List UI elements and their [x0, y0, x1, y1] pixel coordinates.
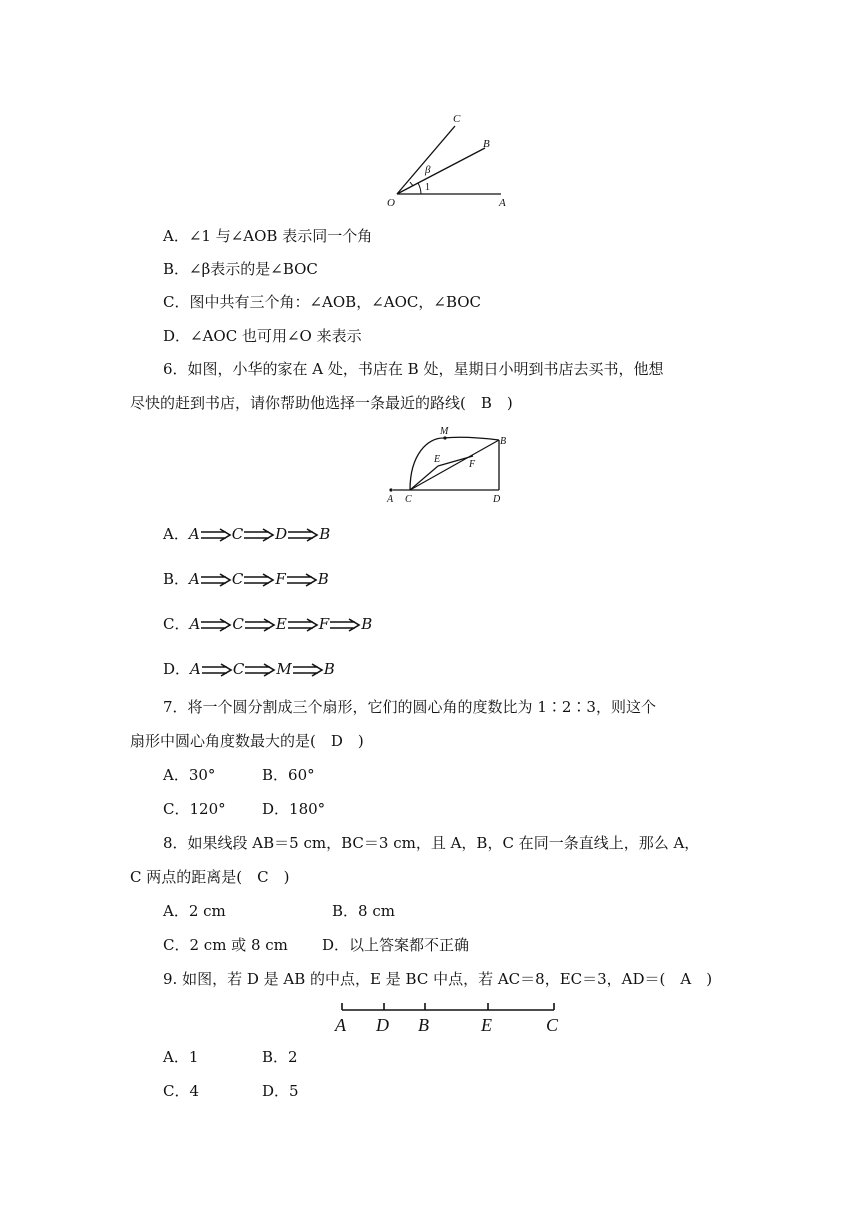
- q5-option-a: A．∠1 与∠AOB 表示同一个角: [163, 227, 373, 245]
- route-label-c: C: [405, 494, 412, 504]
- q5-option-c: C．图中共有三个角：∠AOB，∠AOC，∠BOC: [163, 293, 482, 311]
- angle-label-1: 1: [425, 182, 430, 193]
- q9-option-b: B．2: [262, 1048, 298, 1066]
- q6-option-b-point: F: [275, 570, 286, 588]
- double-arrow-icon: [243, 572, 275, 588]
- q8-option-d: D．以上答案都不正确: [322, 936, 470, 954]
- q6-option-b-point: C: [231, 570, 244, 588]
- q6-option-a: [163, 524, 330, 544]
- q9-option-d: D．5: [262, 1082, 299, 1100]
- q6-option-a-point: B: [319, 525, 331, 543]
- angle-figure: [385, 110, 515, 210]
- q9-text-line1: 9. 如图，若 D 是 AB 的中点，E 是 BC 中点，若 AC＝8，EC＝3，AD＝( A ): [163, 970, 713, 988]
- q8-option-c: C．2 cm 或 8 cm: [163, 936, 288, 954]
- route-label-d: D: [493, 494, 501, 504]
- double-arrow-icon: [286, 572, 318, 588]
- double-arrow-icon: [244, 662, 276, 678]
- q6-option-d-prefix: D．: [163, 660, 191, 678]
- angle-label-o: O: [387, 197, 395, 209]
- q6-option-d-point: A: [190, 660, 201, 678]
- route-figure: [383, 424, 513, 504]
- q7-text-line1: 7．将一个圆分割成三个扇形，它们的圆心角的度数比为 1∶2∶3，则这个: [163, 698, 656, 716]
- double-arrow-icon: [200, 572, 232, 588]
- segment-figure: [330, 998, 570, 1038]
- q8-text-line1: 8．如果线段 AB＝5 cm，BC＝3 cm，且 A，B，C 在同一条直线上，那么 A，: [163, 834, 700, 852]
- segment-label-b: B: [418, 1015, 429, 1035]
- q6-option-c-prefix: C．: [163, 615, 190, 633]
- q7-text-line2: 扇形中圆心角度数最大的是( D ): [130, 732, 364, 750]
- q6-option-a-prefix: A．: [163, 525, 189, 543]
- q6-text-line2: 尽快的赶到书店，请你帮助他选择一条最近的路线( B ): [130, 394, 513, 412]
- double-arrow-icon: [201, 662, 233, 678]
- q6-text-line1: 6．如图，小华的家在 A 处，书店在 B 处，星期日小明到书店去买书，他想: [163, 360, 664, 378]
- q6-option-c: [163, 614, 372, 634]
- route-label-b: B: [500, 436, 507, 447]
- q7-option-a: A．30°: [163, 766, 216, 784]
- angle-label-b: B: [483, 138, 490, 150]
- segment-label-a: A: [335, 1015, 346, 1035]
- q7-option-b: B．60°: [262, 766, 315, 784]
- q8-text-line2: C 两点的距离是( C ): [130, 868, 290, 886]
- q6-option-b-point: B: [317, 570, 329, 588]
- q6-option-d-point: M: [276, 660, 292, 678]
- q5-option-b: B．∠β表示的是∠BOC: [163, 260, 318, 278]
- q6-option-d-point: C: [232, 660, 245, 678]
- q6-option-a-point: A: [188, 525, 200, 543]
- route-label-m: M: [440, 426, 449, 437]
- q7-option-c: C．120°: [163, 800, 226, 818]
- q8-option-b: B．8 cm: [332, 902, 395, 920]
- route-label-f: F: [469, 459, 476, 470]
- q9-option-a: A．1: [163, 1048, 199, 1066]
- double-arrow-icon: [200, 617, 232, 633]
- q6-option-c-point: C: [232, 615, 244, 633]
- q8-option-a: A．2 cm: [163, 902, 226, 920]
- q6-option-c-point: B: [361, 615, 373, 633]
- q9-option-c: C．4: [163, 1082, 200, 1100]
- double-arrow-icon: [200, 527, 232, 543]
- angle-label-c: C: [453, 113, 461, 125]
- q6-option-d-point: B: [323, 660, 335, 678]
- angle-label-a: A: [499, 197, 506, 209]
- double-arrow-icon: [287, 617, 319, 633]
- double-arrow-icon: [292, 662, 324, 678]
- q6-option-a-point: C: [231, 525, 244, 543]
- q6-option-b: [163, 569, 329, 589]
- q6-option-c-point: F: [318, 615, 330, 633]
- segment-label-c: C: [546, 1015, 559, 1035]
- route-label-e: E: [434, 454, 441, 465]
- angle-label-beta: β: [425, 164, 431, 176]
- segment-label-d: D: [376, 1015, 389, 1035]
- q6-option-d: [163, 659, 335, 679]
- double-arrow-icon: [244, 617, 276, 633]
- q6-option-c-point: A: [189, 615, 201, 633]
- q5-option-d: D．∠AOC 也可用∠O 来表示: [163, 327, 362, 345]
- double-arrow-icon: [287, 527, 319, 543]
- q6-option-b-prefix: B．: [163, 570, 190, 588]
- q6-option-a-point: D: [275, 525, 288, 543]
- route-label-a: A: [387, 494, 394, 504]
- q7-option-d: D．180°: [262, 800, 326, 818]
- double-arrow-icon: [243, 527, 275, 543]
- segment-label-e: E: [481, 1015, 492, 1035]
- double-arrow-icon: [329, 617, 361, 633]
- q6-option-c-point: E: [275, 615, 287, 633]
- q6-option-b-point: A: [189, 570, 200, 588]
